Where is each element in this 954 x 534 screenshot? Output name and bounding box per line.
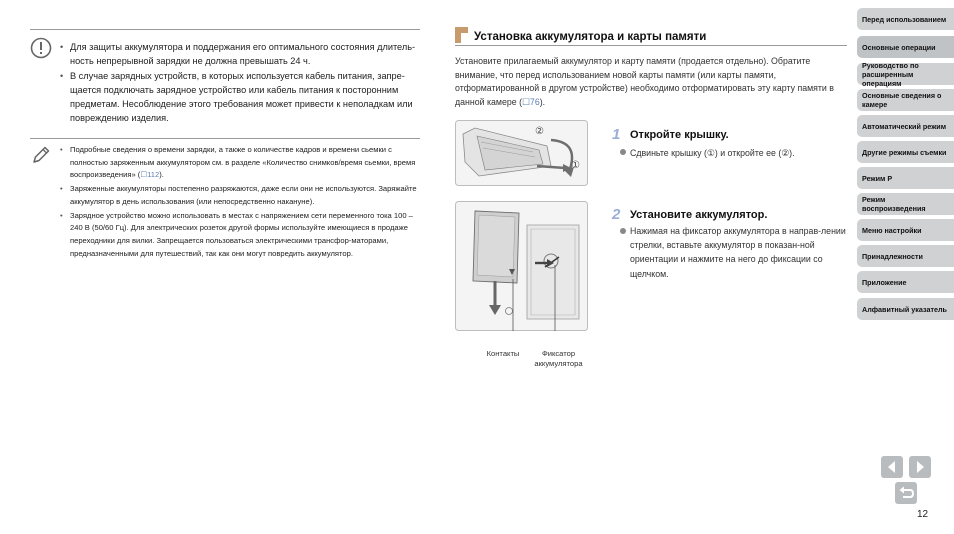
page-number: 12 (917, 509, 929, 520)
caption-battery-lock: Фиксатор аккумулятора (534, 349, 583, 368)
step-1-text (620, 146, 850, 160)
section-intro (455, 55, 847, 109)
pencil-icon (30, 144, 52, 166)
step-2-text (620, 224, 850, 281)
return-button[interactable] (895, 482, 917, 504)
insert-battery-illustration (455, 201, 588, 331)
tab-mode-p[interactable]: Режим P (857, 167, 954, 189)
tab-auto-mode[interactable]: Автоматический режим (857, 115, 954, 137)
top-rule-left (30, 29, 420, 30)
tab-advanced-guide[interactable]: Руководство по расширенным операциям (857, 63, 954, 85)
note-item-charging-info (60, 144, 420, 182)
intro-ref[interactable]: 76 (529, 96, 540, 107)
return-arrow-icon (895, 482, 917, 504)
note-item-1-before: Подробные сведения о времени зарядки, а также о количестве кадров и времени сьемки с полностью заряженным аккумулятором см. в разделе «Количество снимков/время сьемки, время воспроизведения» ( (70, 145, 416, 180)
page-ref-icon: ☐ (140, 170, 148, 180)
step-2-number: 2 (612, 206, 621, 223)
tab-accessories[interactable]: Принадлежности (857, 245, 954, 267)
step-2-instruction: Нажимая на фиксатор аккумулятора в направ-лении стрелки, вставьте аккумулятор в показан-ной ориентации и нажмите на него до фиксации со щелчком. (630, 226, 846, 279)
figure1-label-2: ② (535, 126, 544, 137)
step-2-title: Установите аккумулятор. (630, 209, 768, 221)
caution-list (60, 40, 420, 126)
intro-before: Установите прилагаемый аккумулятор и карту памяти (продается отдельно). Обратите внимание, что перед использованием новой карты памяти (или карты памяти, отформатированной в другом устройстве) необходимо отформатировать эту карту памяти в данной камере ( (455, 56, 834, 107)
figure-insert-battery (455, 201, 588, 331)
section-flag-icon (455, 27, 468, 43)
page-ref-icon: ☐ (522, 96, 530, 107)
intro-after: ). (539, 96, 546, 107)
arrow-left-icon (881, 456, 903, 478)
previous-page-button[interactable] (881, 456, 903, 478)
caution-divider (30, 138, 420, 139)
step-1-number: 1 (612, 126, 621, 143)
tab-playback-mode[interactable]: Режим воспроизведения (857, 193, 954, 215)
tab-setup-menu[interactable]: Меню настройки (857, 219, 954, 241)
notes-list (60, 144, 420, 261)
step-1-instruction: Сдвиньте крышку (①) и откройте ее (②). (630, 148, 795, 158)
tab-other-modes[interactable]: Другие режимы съемки (857, 141, 954, 163)
top-rule-right (455, 45, 847, 46)
caption-contacts: Контакты (486, 349, 520, 358)
caution-item-charging-time: • Для защиты аккумулятора и поддержания его оптимального состояния длитель-ность непрерывной зарядки не должна превышать 24 ч. (60, 40, 420, 68)
tab-index[interactable]: Алфавитный указатель (857, 298, 954, 320)
caution-item-power-cable: • В случае зарядных устройств, в которых используется кабель питания, запре-щается подключать зарядное устройство или кабель питания к посторонним предметам. Несоблюдение этого требования может привести к неполадкам или повреждению изделия. (60, 69, 420, 125)
note-item-1-ref[interactable]: 112 (147, 170, 160, 180)
section-title: Установка аккумулятора и карты памяти (474, 31, 707, 43)
exclamation-icon (30, 37, 52, 59)
tab-basic-operations[interactable]: Основные операции (857, 36, 954, 58)
tab-before-use[interactable]: Перед использованием (857, 8, 954, 30)
next-page-button[interactable] (909, 456, 931, 478)
note-item-voltage: • Зарядное устройство можно использовать в местах с напряжением сети переменного тока 100 – 240 В (50/60 Гц). Для электрических розеток другой формы используйте имеющиеся в продаже переходники для вилки. Запрещается пользоваться электрическими трансфор-маторами, предназначенными для путешествий, так как они могут повредить аккумулятор. (60, 210, 420, 261)
step-1-title: Откройте крышку. (630, 129, 729, 141)
figure-open-cover (455, 120, 588, 186)
tab-appendix[interactable]: Приложение (857, 271, 954, 293)
note-item-discharge: • Заряженные аккумуляторы постепенно разряжаются, даже если они не используются. Заряжайте аккумулятор в день использования (или непосредственно накануне). (60, 183, 420, 208)
open-cover-illustration (455, 120, 588, 186)
step-bullet-icon (620, 149, 626, 155)
arrow-right-icon (909, 456, 931, 478)
figure1-label-1: ① (571, 160, 580, 171)
note-item-1-after: ). (159, 170, 164, 180)
step-bullet-icon (620, 228, 626, 234)
tab-camera-basics[interactable]: Основные сведения о камере (857, 89, 954, 111)
